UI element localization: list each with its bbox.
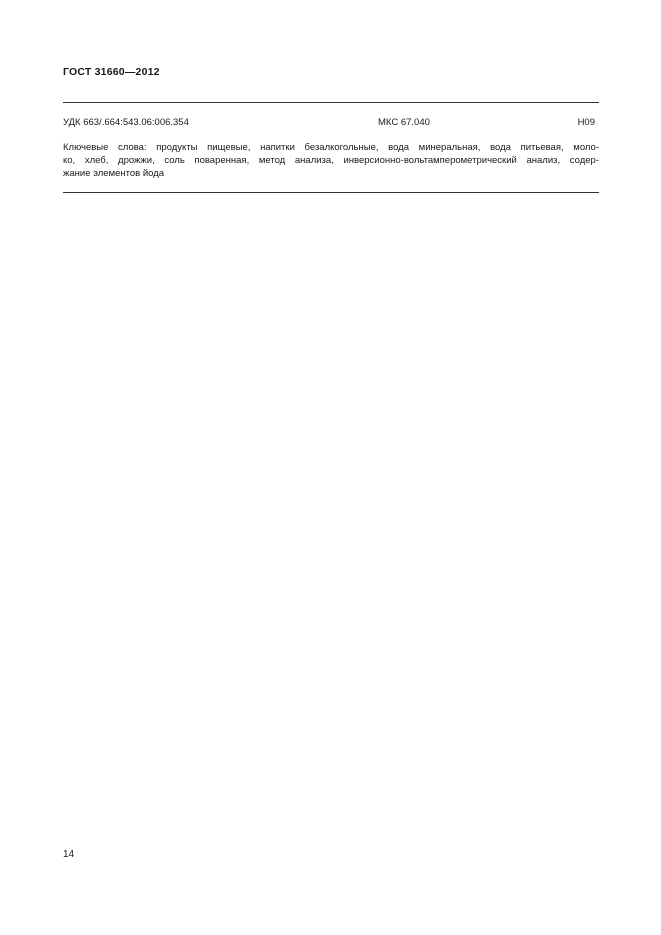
page-number: 14 [63,849,75,860]
keywords-line: жание элементов йода [63,168,165,179]
udk-code: УДК 663/.664:543.06:006.354 [63,117,189,128]
keywords-line: Ключевые слова: продукты пищевые, напитки безалкогольные, вода минеральная, вода питьевая, моло- [63,142,599,153]
document-header: ГОСТ 31660—2012 [63,66,160,78]
keywords-block [63,141,599,180]
bottom-divider [63,192,599,193]
top-divider [63,102,599,103]
category-code: Н09 [577,117,595,128]
mks-code: МКС 67.040 [378,117,430,128]
classification-row [63,117,599,131]
keywords-line: ко, хлеб, дрожжи, соль поваренная, метод анализа, инверсионно-вольтамперометрический анализ, содер- [63,155,599,166]
